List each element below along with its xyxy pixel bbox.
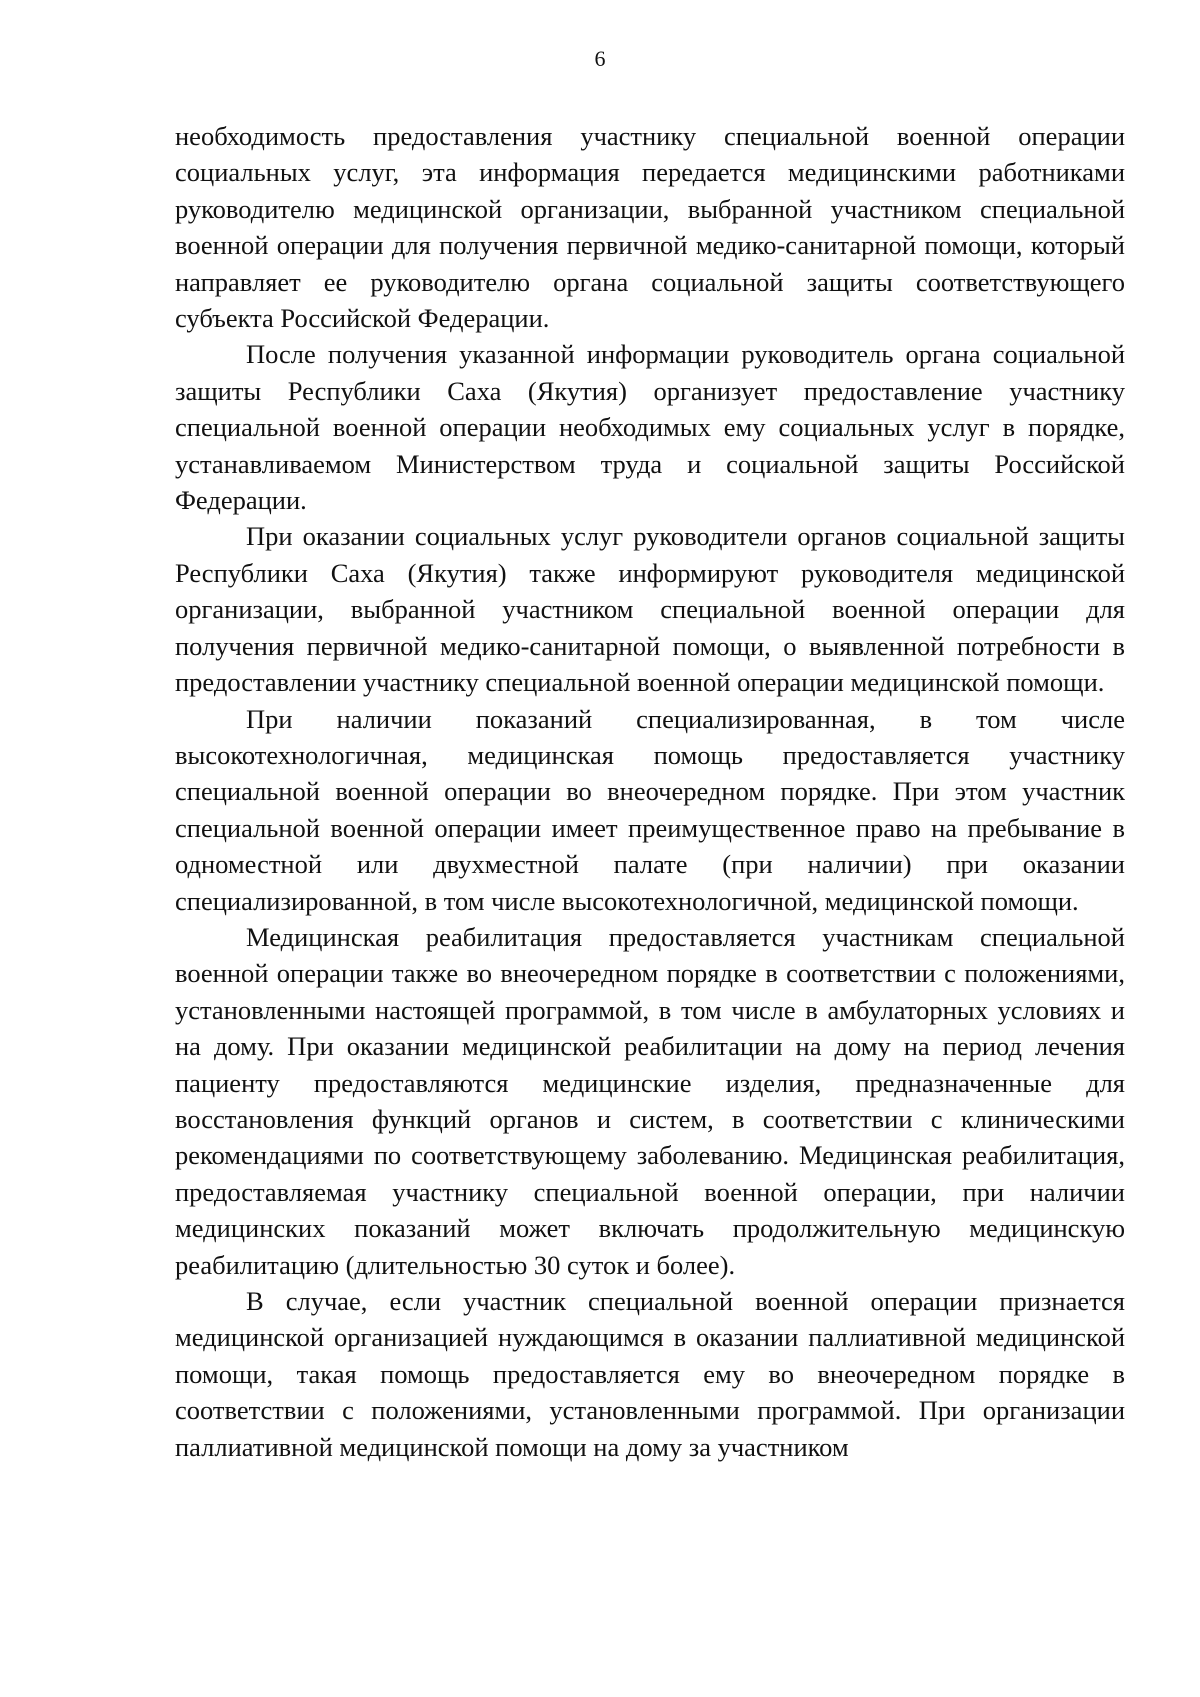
page-number: 6 xyxy=(594,46,606,71)
paragraph-continuation: необходимость предоставления участнику специальной военной операции социальных услуг, эта информация передается медицинскими работниками руководителю медицинской организации, выбранной участником специальной военной операции для получения первичной медико-санитарной помощи, который направляет ее руководителю органа социальной защиты соответствующего субъекта Российской Федерации. xyxy=(175,121,1125,334)
paragraph-medical-rehabilitation: Медицинская реабилитация предоставляется участникам специальной военной операции также во внеочередном порядке в соответствии с положениями, установленными настоящей программой, в том числе в амбулаторных условиях и на дому. При оказании медицинской реабилитации на дому на период лечения пациенту предоставляются медицинские изделия, предназначенные для восстановления функций органов и систем, в соответствии с клиническими рекомендациями по соответствующему заболеванию. Медицинская реабилитация, предоставляемая участнику специальной военной операции, при наличии медицинских показаний может включать продолжительную медицинскую реабилитацию (длительностью 30 суток и более). xyxy=(175,921,1125,1280)
paragraph-specialized-care: При наличии показаний специализированная, в том числе высокотехнологичная, медицинская помощь предоставляется участнику специальной военной операции во внеочередном порядке. При этом участник специальной военной операции имеет преимущественное право на пребывание в одноместной или двухместной палате (при наличии) при оказании специализированной, в том числе высокотехнологичной, медицинской помощи. xyxy=(175,703,1125,916)
paragraph-social-protection: После получения указанной информации руководитель органа социальной защиты Республики Саха (Якутия) организует предоставление участнику специальной военной операции необходимых ему социальных услуг в порядке, устанавливаемом Министерством труда и социальной защиты Российской Федерации. xyxy=(175,339,1125,516)
document-body xyxy=(175,118,1125,1465)
paragraph-social-services-info: При оказании социальных услуг руководители органов социальной защиты Республики Саха (Якутия) также информируют руководителя медицинской организации, выбранной участником специальной военной операции для получения первичной медико-санитарной помощи, о выявленной потребности в предоставлении участнику специальной военной операции медицинской помощи. xyxy=(175,521,1125,698)
paragraph-palliative-care: В случае, если участник специальной военной операции признается медицинской организацией нуждающимся в оказании паллиативной медицинской помощи, такая помощь предоставляется ему во внеочередном порядке в соответствии с положениями, установленными программой. При организации паллиативной медицинской помощи на дому за участником xyxy=(175,1286,1125,1462)
